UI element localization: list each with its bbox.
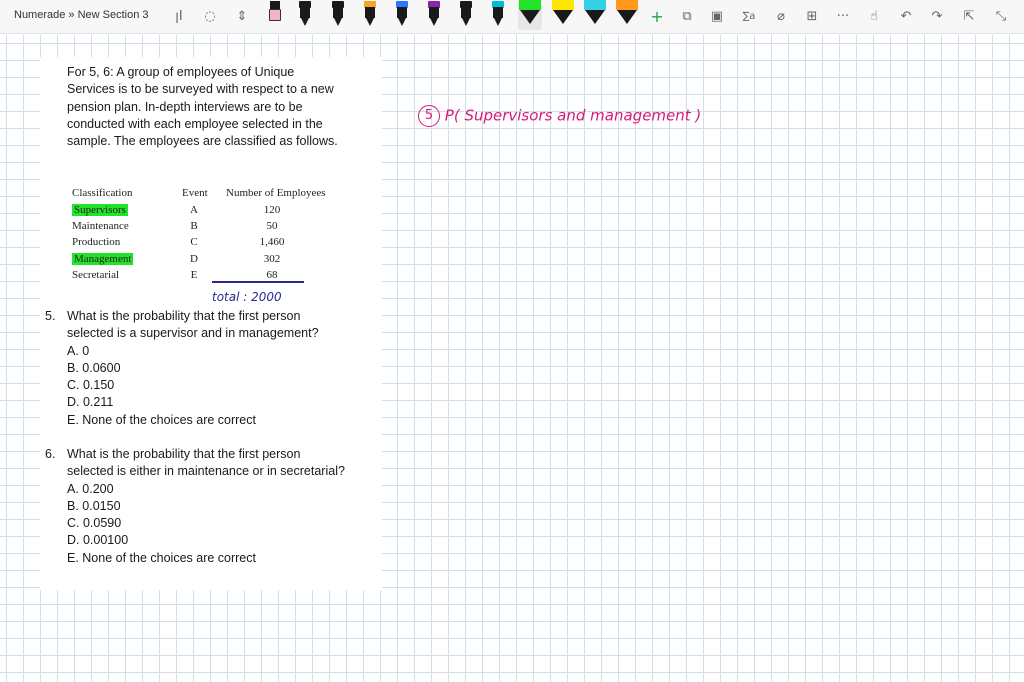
pen-purple[interactable] bbox=[427, 1, 441, 28]
table-row-number: 120 bbox=[263, 204, 281, 216]
answer-option: E. None of the choices are correct bbox=[67, 412, 256, 427]
handwritten-annotation bbox=[418, 105, 701, 135]
highlighter-orange[interactable] bbox=[615, 0, 639, 30]
add-pen-icon[interactable]: + bbox=[650, 6, 664, 26]
ribbon-toolbar bbox=[0, 0, 1024, 34]
undo-icon[interactable]: ↶ bbox=[900, 8, 912, 24]
answer-option: D. 0.00100 bbox=[67, 533, 129, 548]
table-row-event: A bbox=[190, 204, 198, 216]
table-row-event: C bbox=[190, 236, 198, 248]
pen-blue[interactable] bbox=[395, 1, 409, 28]
pen-black[interactable] bbox=[298, 1, 312, 28]
table-row-classification: Supervisors bbox=[74, 204, 126, 216]
ink-to-math-icon[interactable]: ∑a bbox=[742, 10, 756, 22]
table-row-classification: Maintenance bbox=[72, 220, 129, 232]
table-header-event: Event bbox=[182, 187, 208, 199]
table-row-event: B bbox=[190, 220, 198, 232]
question-text: What is the probability that the first person selected is either in maintenance or in secretarial? bbox=[67, 447, 345, 479]
highlighter-yellow[interactable] bbox=[551, 0, 575, 30]
table-row-classification: Production bbox=[72, 236, 121, 248]
circled-number: 5 bbox=[418, 105, 440, 127]
ruler-icon[interactable]: ⌀ bbox=[777, 8, 785, 24]
highlighter-green[interactable] bbox=[518, 0, 542, 30]
answer-option: B. 0.0150 bbox=[67, 498, 121, 513]
redo-icon[interactable]: ↷ bbox=[931, 8, 943, 24]
lasso-select-icon[interactable]: ◌ bbox=[204, 8, 216, 24]
highlighter-cyan[interactable] bbox=[583, 0, 607, 30]
ink-underline bbox=[212, 281, 304, 283]
ink-to-shape-icon[interactable]: ⧉ bbox=[682, 8, 692, 24]
text-select-icon[interactable]: ꞁI bbox=[175, 8, 183, 24]
eraser-icon[interactable] bbox=[268, 1, 282, 28]
breadcrumb[interactable]: Numerade » New Section 3 bbox=[14, 9, 149, 21]
pen-orange[interactable] bbox=[363, 1, 377, 28]
question-text: What is the probability that the first person selected is a supervisor and in management? bbox=[67, 309, 319, 341]
answer-option: D. 0.211 bbox=[67, 395, 114, 410]
table-row-number: 68 bbox=[266, 269, 278, 281]
question-5 bbox=[45, 308, 345, 429]
answer-option: C. 0.150 bbox=[67, 378, 115, 393]
touch-writing-icon[interactable]: ☝ bbox=[870, 8, 878, 24]
question-6 bbox=[45, 446, 345, 567]
table-row-event: D bbox=[190, 253, 198, 265]
answer-option: A. 0.200 bbox=[67, 481, 114, 496]
table-header-number: Number of Employees bbox=[226, 187, 326, 199]
ink-total-note: total : 2000 bbox=[212, 290, 282, 304]
table-row-number: 302 bbox=[263, 253, 281, 265]
math-icon[interactable]: ⊞ bbox=[806, 8, 818, 24]
problem-page bbox=[40, 57, 382, 590]
table-row-number: 1,460 bbox=[259, 236, 285, 248]
answer-option: A. 0 bbox=[67, 343, 90, 358]
question-number: 5. bbox=[45, 309, 56, 323]
problem-intro: For 5, 6: A group of employees of Unique Services is to be surveyed with respect to a new pension plan. In-depth interviews are to be conducted with each employee selected in the sample. The employees are classified as follows. bbox=[67, 65, 338, 149]
table-row-number: 50 bbox=[266, 220, 278, 232]
insert-space-icon[interactable]: ⇕ bbox=[236, 8, 248, 24]
answer-option: E. None of the choices are correct bbox=[67, 550, 256, 565]
question-number: 6. bbox=[45, 447, 56, 461]
table-row-classification: Secretarial bbox=[72, 269, 120, 281]
answer-option: B. 0.0600 bbox=[67, 360, 121, 375]
table-row-event: E bbox=[190, 269, 198, 281]
table-row-classification: Management bbox=[74, 253, 132, 265]
pen-black[interactable] bbox=[331, 1, 345, 28]
annotation-text: P( Supervisors and management ) bbox=[444, 106, 702, 125]
more-icon[interactable]: ··· bbox=[836, 8, 850, 24]
pen-cyan[interactable] bbox=[491, 1, 505, 28]
answer-option: C. 0.0590 bbox=[67, 516, 122, 531]
pen-black[interactable] bbox=[459, 1, 473, 28]
ink-to-text-icon[interactable]: ▣ bbox=[710, 8, 724, 24]
collapse-icon[interactable]: ⤡ bbox=[995, 8, 1007, 24]
table-header-classification: Classification bbox=[72, 187, 133, 199]
full-page-icon[interactable]: ⇱ bbox=[963, 8, 975, 24]
